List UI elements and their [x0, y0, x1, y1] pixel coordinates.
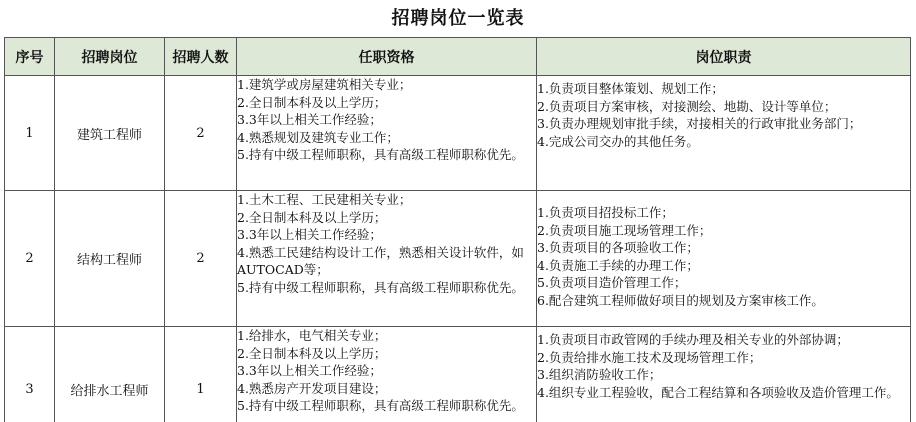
qualification-list	[237, 76, 536, 164]
qualification-list	[237, 327, 536, 415]
duty-list	[537, 80, 910, 150]
header-qualifications: 任职资格	[237, 38, 537, 76]
list-item: 4.负责施工手续的办理工作；	[537, 257, 699, 273]
list-item: 4.熟悉工民建结构设计工作，熟悉相关设计软件，如AUTOCAD等；	[237, 244, 524, 278]
list-item: 1.建筑学或房屋建筑相关专业；	[237, 77, 412, 92]
cell-qualifications	[237, 327, 537, 422]
cell-seq: 2	[5, 191, 55, 327]
table-row	[5, 76, 911, 191]
recruitment-table	[4, 37, 911, 422]
list-item: 4.熟悉房产开发项目建设；	[237, 380, 387, 396]
cell-duties	[537, 76, 911, 191]
cell-duties	[537, 327, 911, 422]
list-item: 1.土木工程、工民建相关专业；	[237, 192, 412, 207]
list-item: 1.给排水，电气相关专业；	[237, 328, 387, 343]
list-item: 4.组织专业工程验收，配合工程结算和各项验收及造价管理工作。	[537, 384, 899, 400]
duty-list	[537, 204, 910, 310]
list-item: 3.负责项目的各项验收工作；	[537, 240, 699, 256]
duty-list	[537, 331, 910, 401]
list-item: 3.3年以上相关工作经验；	[237, 112, 382, 128]
page-title: 招聘岗位一览表	[391, 8, 525, 29]
list-item: 2.全日制本科及以上学历；	[237, 209, 387, 225]
list-item: 1.负责项目市政管网的手续办理及相关专业的外部协调；	[537, 332, 849, 347]
table-row	[5, 327, 911, 422]
list-item: 3.3年以上相关工作经验；	[237, 363, 382, 379]
list-item: 2.负责项目方案审核，对接测绘、地勘、设计等单位；	[537, 98, 837, 114]
list-item: 5.负责项目造价管理工作；	[537, 275, 687, 291]
list-item: 5.持有中级工程师职称，具有高级工程师职称优先。	[237, 279, 524, 295]
cell-position: 建筑工程师	[55, 76, 165, 191]
list-item: 1.负责项目招投标工作；	[537, 205, 674, 220]
list-item: 4.完成公司交办的其他任务。	[537, 133, 699, 149]
cell-seq: 1	[5, 76, 55, 191]
list-item: 2.负责给排水施工技术及现场管理工作；	[537, 349, 762, 365]
cell-seq: 3	[5, 327, 55, 422]
list-item: 2.全日制本科及以上学历；	[237, 94, 387, 110]
cell-position: 给排水工程师	[55, 327, 165, 422]
header-seq: 序号	[5, 38, 55, 76]
list-item: 2.负责项目施工现场管理工作；	[537, 222, 712, 238]
cell-duties	[537, 191, 911, 327]
cell-position: 结构工程师	[55, 191, 165, 327]
header-duties: 岗位职责	[537, 38, 911, 76]
list-item: 5.持有中级工程师职称，具有高级工程师职称优先。	[237, 398, 524, 414]
list-item: 2.全日制本科及以上学历；	[237, 345, 387, 361]
list-item: 1.负责项目整体策划、规划工作；	[537, 81, 724, 96]
cell-count: 2	[165, 191, 237, 327]
header-count: 招聘人数	[165, 38, 237, 76]
table-row	[5, 191, 911, 327]
list-item: 6.配合建筑工程师做好项目的规划及方案审核工作。	[537, 292, 824, 308]
cell-qualifications	[237, 76, 537, 191]
cell-count: 2	[165, 76, 237, 191]
header-position: 招聘岗位	[55, 38, 165, 76]
table-header-row	[5, 38, 911, 76]
list-item: 4.熟悉规划及建筑专业工作；	[237, 129, 399, 145]
list-item: 3.组织消防验收工作；	[537, 367, 662, 383]
cell-count: 1	[165, 327, 237, 422]
list-item: 3.3年以上相关工作经验；	[237, 227, 382, 243]
qualification-list	[237, 191, 536, 297]
list-item: 3.负责办理规划审批手续，对接相关的行政审批业务部门；	[537, 116, 862, 132]
list-item: 5.持有中级工程师职称，具有高级工程师职称优先。	[237, 147, 524, 163]
cell-qualifications	[237, 191, 537, 327]
